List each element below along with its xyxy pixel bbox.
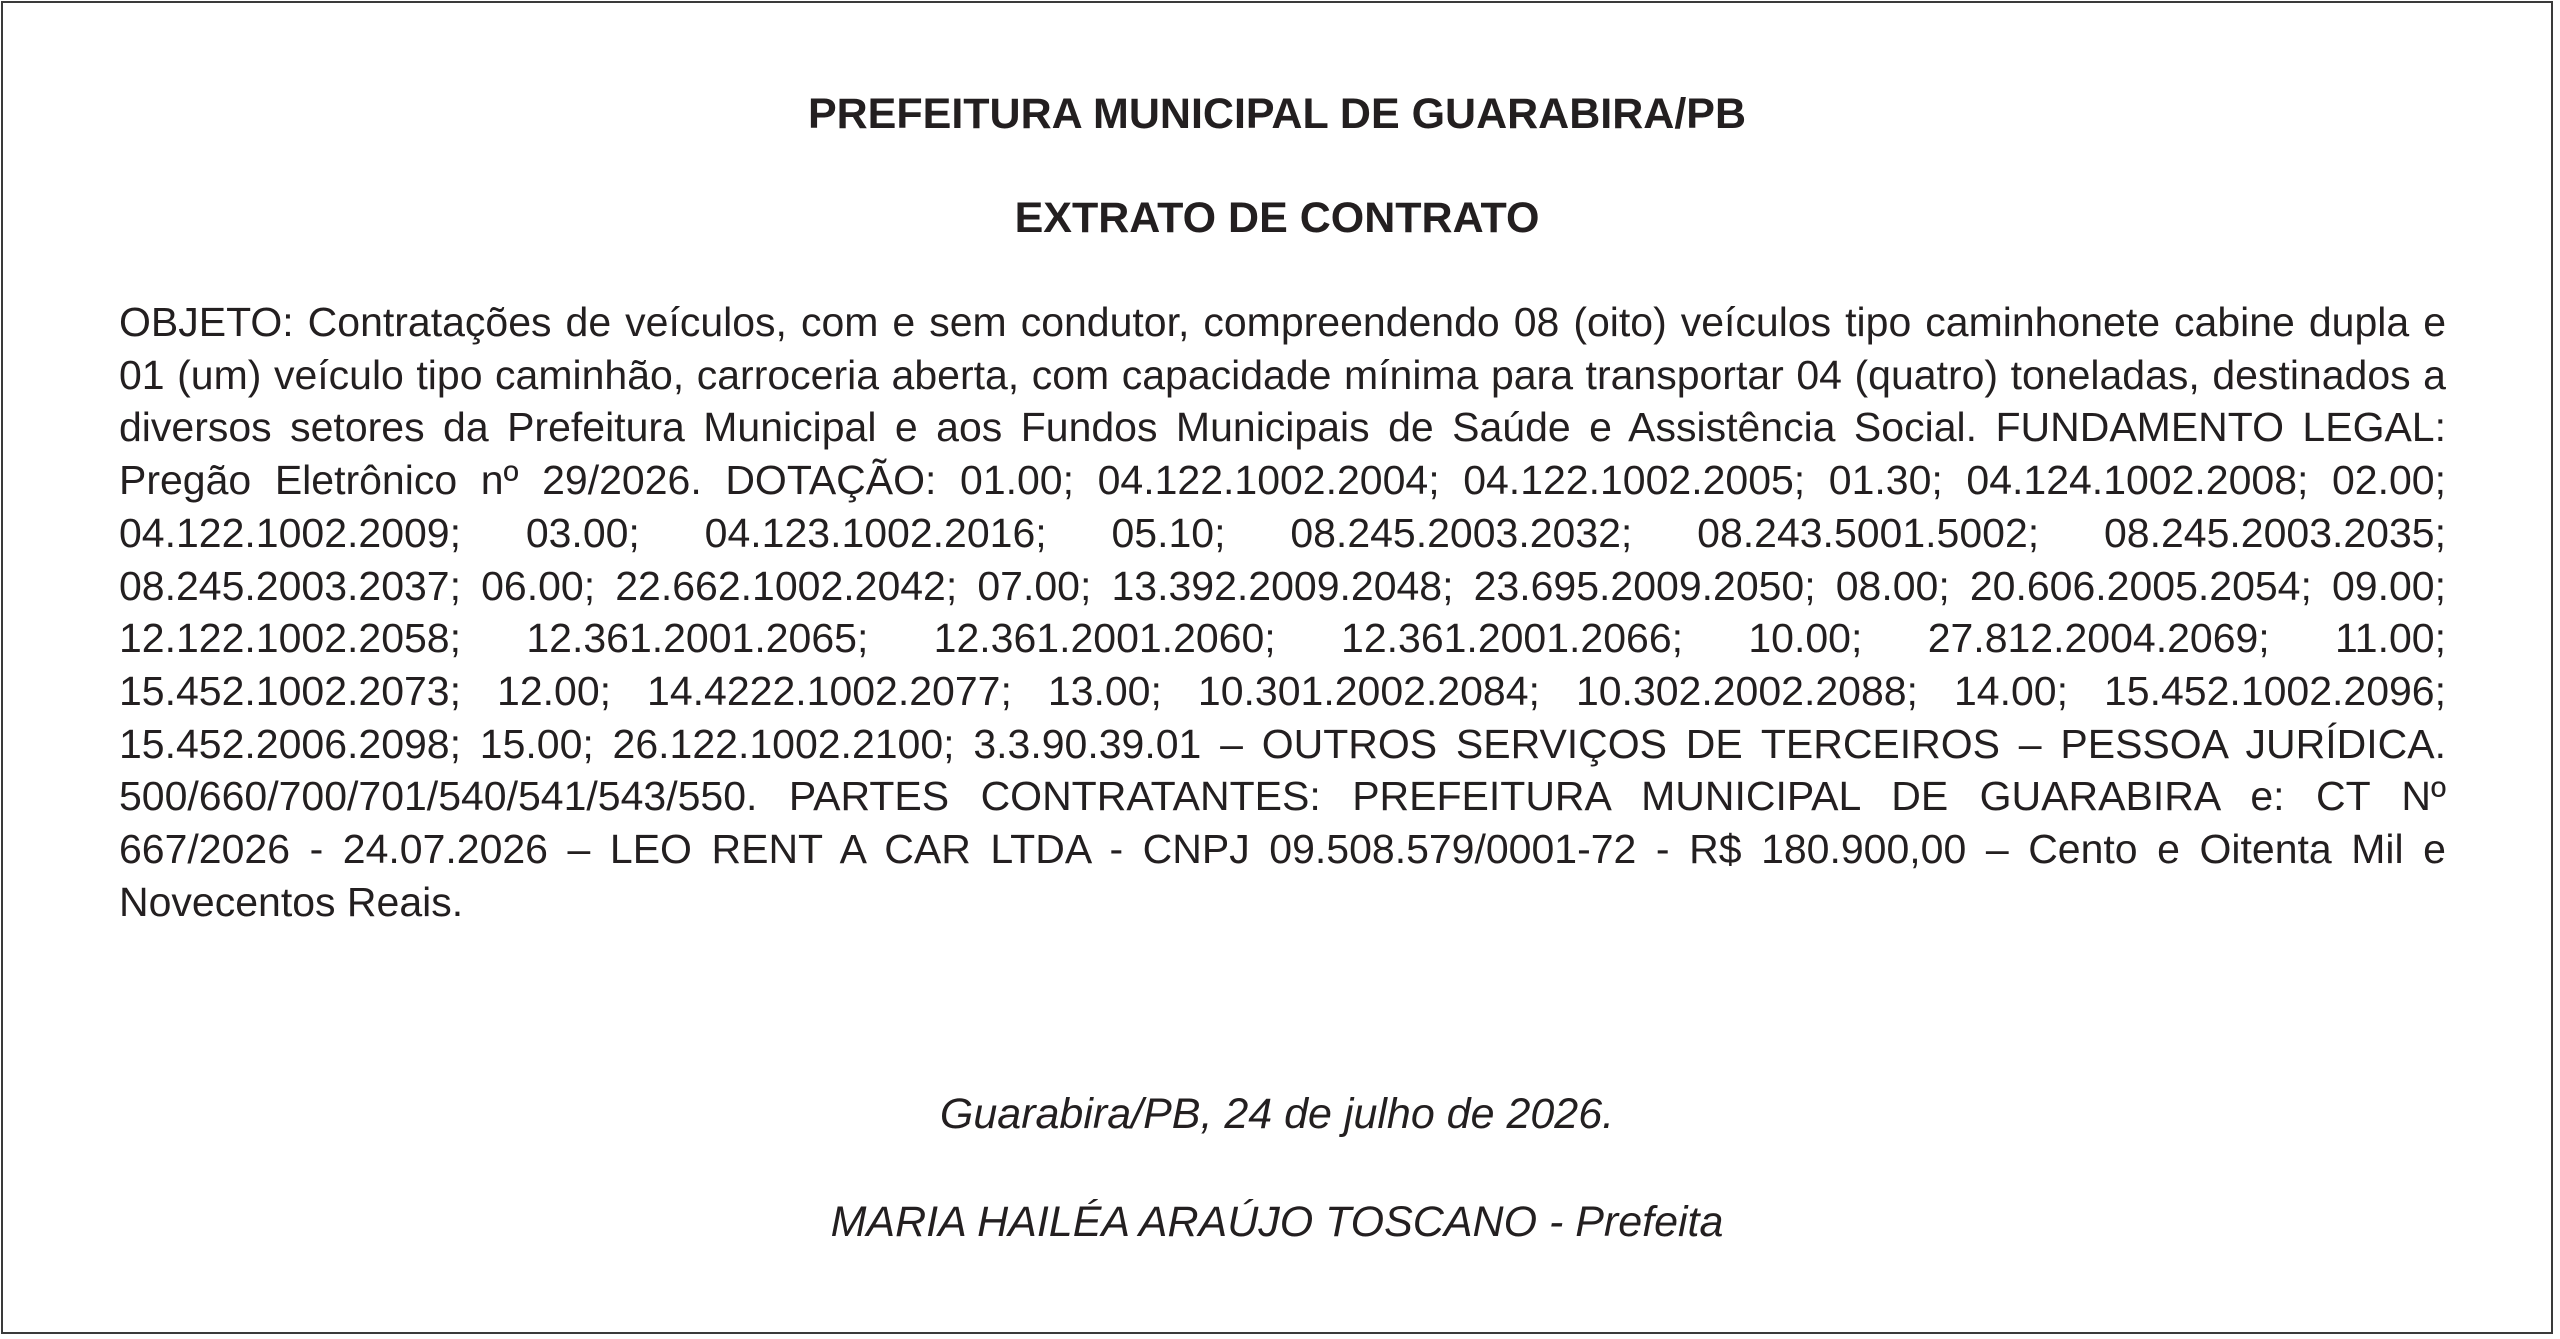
place-date: Guarabira/PB, 24 de julho de 2026. xyxy=(939,1090,1615,1138)
contract-body-text: OBJETO: Contratações de veículos, com e sem condutor, compreendendo 08 (oito) veículos tipo caminhonete cabine dupla e 01 (um) veículo tipo caminhão, carroceria aberta, com capacidade mínima para transportar 04 (quatro) toneladas, destinados a diversos setores da Prefeitura Municipal e aos Fundos Municipais de Saúde e Assistência Social. FUNDAMENTO LEGAL: Pregão Eletrônico nº 29/2026. DOTAÇÃO: 01.00; 04.122.1002.2004; 04.122.1002.2005; 01.30; 04.124.1002.2008; 02.00; 04.122.1002.2009; 03.00; 04.123.1002.2016; 05.10; 08.245.2003.2032; 08.243.5001.5002; 08.245.2003.2035; 08.245.2003.2037; 06.00; 22.662.1002.2042; 07.00; 13.392.2009.2048; 23.695.2009.2050; 08.00; 20.606.2005.2054; 09.00; 12.122.1002.2058; 12.361.2001.2065; 12.361.2001.2060; 12.361.2001.2066; 10.00; 27.812.2004.2069; 11.00; 15.452.1002.2073; 12.00; 14.4222.1002.2077; 13.00; 10.301.2002.2084; 10.302.2002.2088; 14.00; 15.452.1002.2096; 15.452.2006.2098; 15.00; 26.122.1002.2100; 3.3.90.39.01 – OUTROS SERVIÇOS DE TERCEIROS – PESSOA JURÍDICA. 500/660/700/701/540/541/543/550. PARTES CONTRATANTES: PREFEITURA MUNICIPAL DE GUARABIRA e: CT Nº 667/2026 - 24.07.2026 – LEO RENT A CAR LTDA - CNPJ 09.508.579/0001-72 - R$ 180.900,00 – Cento e Oitenta Mil e Novecentos Reais. xyxy=(119,299,2446,925)
contract-notice xyxy=(1,1,2553,1334)
document-type-heading: EXTRATO DE CONTRATO xyxy=(1014,194,1540,242)
signatory-name: MARIA HAILÉA ARAÚJO TOSCANO - Prefeita xyxy=(830,1198,1724,1246)
organization-title: PREFEITURA MUNICIPAL DE GUARABIRA/PB xyxy=(807,90,1747,138)
